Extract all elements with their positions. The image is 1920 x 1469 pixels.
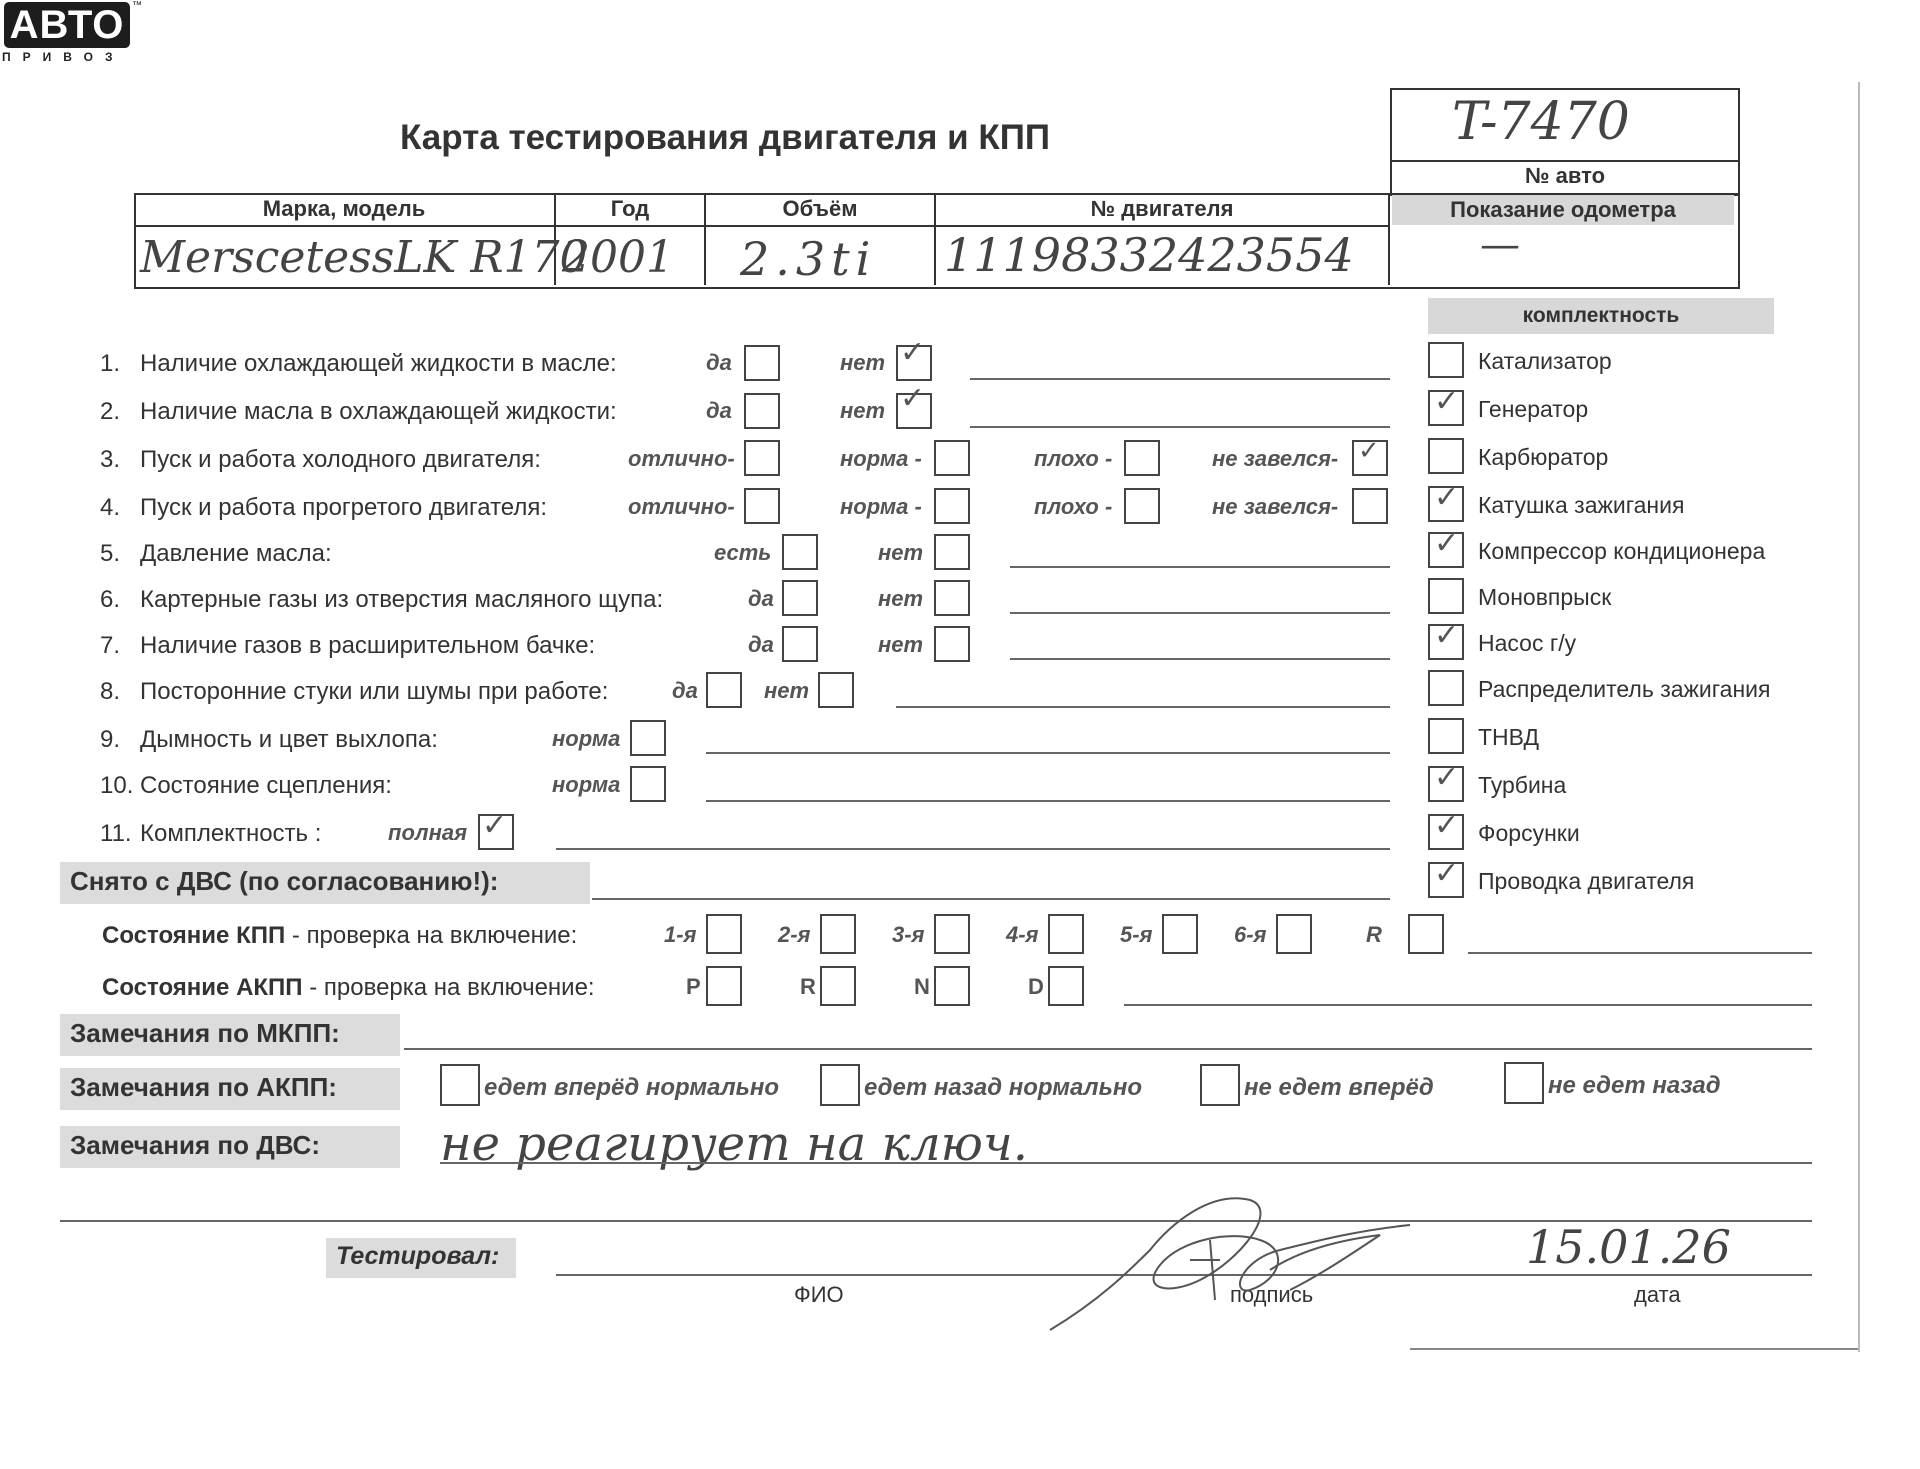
akpp-gear-4-label: D xyxy=(1028,974,1044,999)
akpp-no-back-label: не едет назад xyxy=(1548,1072,1721,1099)
col-odometer: Показание одометра xyxy=(1392,195,1734,225)
q6-net-checkbox[interactable] xyxy=(934,580,970,616)
check-mark-icon: ✓ xyxy=(1434,384,1460,419)
q3-opt-bad: плохо - xyxy=(1034,446,1113,471)
q1-opt-da: да xyxy=(706,350,732,375)
q6-num: 6. xyxy=(100,586,121,613)
q7-da-checkbox[interactable] xyxy=(782,626,818,662)
completeness-5-checkbox[interactable] xyxy=(1428,526,1464,568)
auto-number-value: T-7470 xyxy=(1452,92,1630,152)
akpp-back-ok-label: едет назад нормально xyxy=(864,1074,1143,1101)
akpp-label xyxy=(102,974,595,1002)
q4-normal-checkbox[interactable] xyxy=(934,488,970,524)
kpp-gear-6-label: 6-я xyxy=(1234,922,1267,947)
kpp-gear-3-label: 3-я xyxy=(892,922,925,947)
q1-num: 1. xyxy=(100,350,121,377)
kpp-gear-1-checkbox[interactable] xyxy=(706,914,742,954)
q8-label: Посторонние стуки или шумы при работе: xyxy=(140,678,609,705)
completeness-header: комплектность xyxy=(1428,298,1774,334)
value-odometer: — xyxy=(1480,222,1520,268)
akpp-no-forward-label: не едет вперёд xyxy=(1244,1074,1434,1101)
q9-num: 9. xyxy=(100,726,121,753)
q5-num: 5. xyxy=(100,540,121,567)
logo-tm: ™ xyxy=(132,0,142,11)
akpp-gear-2-checkbox[interactable] xyxy=(820,966,856,1006)
q7-label: Наличие газов в расширительном бачке: xyxy=(140,632,596,659)
kpp-gear-5-label: 5-я xyxy=(1120,922,1153,947)
completeness-3-checkbox[interactable] xyxy=(1428,438,1464,474)
notes-dvs-value: не реагирует на ключ. xyxy=(440,1116,1029,1172)
kpp-gear-2-checkbox[interactable] xyxy=(820,914,856,954)
q3-num: 3. xyxy=(100,446,121,473)
q6-da-checkbox[interactable] xyxy=(782,580,818,616)
q11-label: Комплектность : xyxy=(140,820,322,847)
completeness-2-label: Генератор xyxy=(1478,396,1589,422)
value-volume: 2.3ti xyxy=(740,232,877,286)
q9-opt-normal: норма xyxy=(552,726,621,751)
notes-akpp-label: Замечания по АКПП: xyxy=(60,1068,400,1110)
q6-label: Картерные газы из отверстия масляного щупа: xyxy=(140,586,664,613)
q3-opt-excellent: отлично- xyxy=(628,446,735,471)
q11-full-checkbox[interactable]: ✓ xyxy=(478,814,514,850)
q3-opt-nostart: не завелся- xyxy=(1212,446,1339,471)
q10-normal-checkbox[interactable] xyxy=(630,766,666,802)
q5-opt-yes: есть xyxy=(714,540,772,565)
q8-net-checkbox[interactable] xyxy=(818,672,854,708)
completeness-4-label: Катушка зажигания xyxy=(1478,492,1685,518)
date-value: 15.01.26 xyxy=(1526,1220,1731,1274)
q1-label: Наличие охлаждающей жидкости в масле: xyxy=(140,350,617,377)
completeness-6-label: Моновпрыск xyxy=(1478,584,1612,610)
akpp-gear-4-checkbox[interactable] xyxy=(1048,966,1084,1006)
completeness-12-label: Проводка двигателя xyxy=(1478,868,1695,894)
akpp-gear-1-label: P xyxy=(686,974,701,999)
completeness-2-checkbox[interactable] xyxy=(1428,384,1464,426)
akpp-forward-ok-label: едет вперёд нормально xyxy=(484,1074,780,1101)
completeness-5-label: Компрессор кондиционера xyxy=(1478,538,1766,564)
akpp-no-forward-checkbox[interactable] xyxy=(1200,1064,1240,1106)
kpp-gear-2-label: 2-я xyxy=(778,922,811,947)
notes-dvs-label: Замечания по ДВС: xyxy=(60,1126,400,1168)
q3-bad-checkbox[interactable] xyxy=(1124,440,1160,476)
q8-da-checkbox[interactable] xyxy=(706,672,742,708)
akpp-label-rest: - проверка на включение: xyxy=(302,974,595,1001)
col-volume: Объём xyxy=(782,196,858,221)
completeness-1-label: Катализатор xyxy=(1478,348,1612,374)
q7-opt-da: да xyxy=(748,632,774,657)
q9-label: Дымность и цвет выхлопа: xyxy=(140,726,438,753)
akpp-back-ok-checkbox[interactable] xyxy=(820,1064,860,1106)
auto-number-box xyxy=(1390,88,1740,162)
completeness-12-checkbox[interactable] xyxy=(1428,856,1464,898)
q4-opt-excellent: отлично- xyxy=(628,494,735,519)
q6-opt-net: нет xyxy=(878,586,924,611)
tester-label: Тестировал: xyxy=(326,1238,516,1278)
q4-opt-bad: плохо - xyxy=(1034,494,1113,519)
logo xyxy=(0,0,140,66)
akpp-gear-3-label: N xyxy=(914,974,930,999)
q3-normal-checkbox[interactable] xyxy=(934,440,970,476)
kpp-gear-5-checkbox[interactable] xyxy=(1162,914,1198,954)
auto-number-label: № авто xyxy=(1390,158,1740,196)
completeness-3-label: Карбюратор xyxy=(1478,444,1609,470)
kpp-gear-7-checkbox[interactable] xyxy=(1408,914,1444,954)
check-mark-icon: ✓ xyxy=(1434,618,1460,653)
completeness-11-checkbox[interactable] xyxy=(1428,808,1464,850)
completeness-8-label: Распределитель зажигания xyxy=(1478,676,1771,702)
completeness-7-label: Насос г/у xyxy=(1478,630,1577,656)
q4-num: 4. xyxy=(100,494,121,521)
page-title: Карта тестирования двигателя и КПП xyxy=(400,118,1051,157)
col-make: Марка, модель xyxy=(262,196,426,221)
q2-da-checkbox[interactable] xyxy=(744,393,780,429)
q5-yes-checkbox[interactable] xyxy=(782,534,818,570)
q8-opt-net: нет xyxy=(764,678,810,703)
check-mark-icon: ✓ xyxy=(1434,526,1460,561)
akpp-label-bold: Состояние АКПП xyxy=(102,974,303,1001)
akpp-gear-1-checkbox[interactable] xyxy=(706,966,742,1006)
removed-label: Снято с ДВС (по согласованию!): xyxy=(60,862,590,904)
q11-num: 11. xyxy=(100,820,132,847)
value-year: 2001 xyxy=(562,232,674,283)
col-year: Год xyxy=(610,196,650,221)
q9-normal-checkbox[interactable] xyxy=(630,720,666,756)
sign-label: подпись xyxy=(1230,1282,1314,1307)
akpp-gear-2-label: R xyxy=(800,974,816,999)
kpp-gear-6-checkbox[interactable] xyxy=(1276,914,1312,954)
notes-mkpp-label: Замечания по МКПП: xyxy=(60,1014,400,1056)
col-engine-no: № двигателя xyxy=(1090,196,1234,221)
check-mark-icon: ✓ xyxy=(1434,808,1460,843)
kpp-gear-1-label: 1-я xyxy=(664,922,697,947)
q10-label: Состояние сцепления: xyxy=(140,772,392,799)
check-mark-icon: ✓ xyxy=(1434,480,1460,515)
check-mark-icon: ✓ xyxy=(1434,856,1460,891)
akpp-gear-3-checkbox[interactable] xyxy=(934,966,970,1006)
kpp-label-rest: - проверка на включение: xyxy=(285,922,578,949)
q4-nostart-checkbox[interactable] xyxy=(1352,488,1388,524)
completeness-1-checkbox[interactable] xyxy=(1428,342,1464,378)
q2-opt-da: да xyxy=(706,398,732,423)
q11-opt-full: полная xyxy=(388,820,468,845)
q4-opt-nostart: не завелся- xyxy=(1212,494,1339,519)
kpp-label-bold: Состояние КПП xyxy=(102,922,286,949)
kpp-label xyxy=(102,922,577,950)
q2-net-checkbox[interactable]: ✓ xyxy=(896,393,932,429)
q2-opt-net: нет xyxy=(840,398,886,423)
q5-opt-no: нет xyxy=(878,540,924,565)
completeness-7-checkbox[interactable] xyxy=(1428,618,1464,660)
q1-opt-net: нет xyxy=(840,350,886,375)
value-make: MerscetessLK R170 xyxy=(140,232,588,283)
date-label: дата xyxy=(1634,1282,1681,1307)
kpp-gear-4-checkbox[interactable] xyxy=(1048,914,1084,954)
q7-num: 7. xyxy=(100,632,121,659)
kpp-gear-3-checkbox[interactable] xyxy=(934,914,970,954)
q8-opt-da: да xyxy=(672,678,698,703)
value-engine-no: 11198332423554 xyxy=(944,228,1354,282)
akpp-forward-ok-checkbox[interactable] xyxy=(440,1064,480,1106)
q1-net-checkbox[interactable]: ✓ xyxy=(896,345,932,381)
completeness-10-checkbox[interactable] xyxy=(1428,760,1464,802)
q5-no-checkbox[interactable] xyxy=(934,534,970,570)
completeness-9-checkbox[interactable] xyxy=(1428,718,1464,754)
q7-net-checkbox[interactable] xyxy=(934,626,970,662)
q3-label: Пуск и работа холодного двигателя: xyxy=(140,446,541,473)
fio-label: ФИО xyxy=(794,1282,844,1307)
logo-main: АВТО xyxy=(4,2,130,48)
q10-opt-normal: норма xyxy=(552,772,621,797)
q2-label: Наличие масла в охлаждающей жидкости: xyxy=(140,398,617,425)
q2-num: 2. xyxy=(100,398,121,425)
signature-scribble xyxy=(1040,1180,1460,1340)
q4-bad-checkbox[interactable] xyxy=(1124,488,1160,524)
q10-num: 10. xyxy=(100,772,134,799)
completeness-6-checkbox[interactable] xyxy=(1428,578,1464,614)
completeness-9-label: ТНВД xyxy=(1478,724,1540,750)
q8-num: 8. xyxy=(100,678,121,705)
q3-excellent-checkbox[interactable] xyxy=(744,440,780,476)
q4-label: Пуск и работа прогретого двигателя: xyxy=(140,494,548,521)
kpp-gear-7-label: R xyxy=(1366,922,1382,947)
q4-excellent-checkbox[interactable] xyxy=(744,488,780,524)
q4-opt-normal: норма - xyxy=(840,494,922,519)
completeness-11-label: Форсунки xyxy=(1478,820,1580,846)
q6-opt-da: да xyxy=(748,586,774,611)
q5-label: Давление масла: xyxy=(140,540,332,567)
q7-opt-net: нет xyxy=(878,632,924,657)
q3-opt-normal: норма - xyxy=(840,446,922,471)
completeness-4-checkbox[interactable] xyxy=(1428,480,1464,522)
completeness-8-checkbox[interactable] xyxy=(1428,670,1464,706)
logo-sub: ПРИВОЗ xyxy=(2,50,125,64)
q3-nostart-checkbox[interactable]: ✓ xyxy=(1352,440,1388,476)
check-mark-icon: ✓ xyxy=(1434,760,1460,795)
q1-da-checkbox[interactable] xyxy=(744,345,780,381)
kpp-gear-4-label: 4-я xyxy=(1006,922,1039,947)
akpp-no-back-checkbox[interactable] xyxy=(1504,1062,1544,1104)
completeness-10-label: Турбина xyxy=(1478,772,1567,798)
